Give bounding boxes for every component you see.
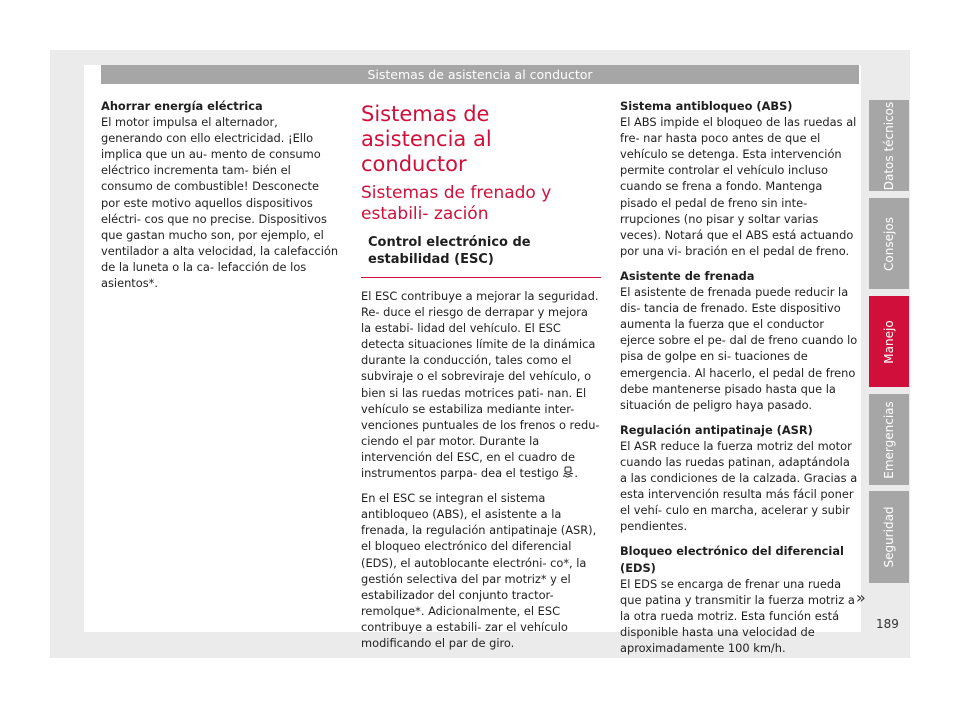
esc-paragraph-2: En el ESC se integran el sistema antibloqueo (ABS), el asistente a la frenada, la regulación antipatinaje (ASR), el bloqueo electrónico del diferencial (EDS), el autoblocante electróni- co*, la gestión selectiva del par motriz* y el estabilizador del conjunto tractor-remolque*. Adicionalmente, el ESC contribuye a estabili- zar el vehículo modificando el par de giro. <box>361 491 597 650</box>
abs-heading: Sistema antibloqueo (ABS) <box>620 99 793 113</box>
tab-label: Manejo <box>882 319 896 364</box>
esc-paragraph-1 <box>361 288 601 481</box>
eds-text: El EDS se encarga de frenar una rueda que patina y transmitir la fuerza motriz a la otra rueda motriz. Esta función está disponible hasta una velocidad de aproximadamente 100 km/h. <box>620 576 855 655</box>
column-3 <box>620 98 860 665</box>
tab-label: Emergencias <box>882 400 896 479</box>
asr-text: El ASR reduce la fuerza motriz del motor cuando las ruedas patinan, adaptándola a las condiciones de la calzada. Gracias a esta intervención resulta más fácil poner el vehí- culo en marcha, acelerar y subir pendientes. <box>620 438 858 534</box>
tab-manejo[interactable] <box>869 296 909 387</box>
tab-datos-tecnicos[interactable] <box>869 100 909 191</box>
tab-consejos[interactable] <box>869 198 909 289</box>
esc-heading: Control electrónico de estabilidad (ESC) <box>368 235 531 267</box>
asr-heading: Regulación antipatinaje (ASR) <box>620 422 813 437</box>
abs-text: El ABS impide el bloqueo de las ruedas al fre- nar hasta poco antes de que el vehículo se detenga. Esta intervención permite controlar el vehículo incluso cuando se frena a fondo. Mantenga pisado el pedal de freno sin inte- rrupciones (no pisar y soltar varias veces). Notará que el ABS está actuando por una vi- bración en el pedal de freno. <box>620 115 857 258</box>
abs-section <box>620 98 860 259</box>
eds-heading: Bloqueo electrónico del diferencial (EDS) <box>620 544 844 575</box>
tab-label: Consejos <box>882 216 896 271</box>
tab-emergencias[interactable] <box>869 394 909 485</box>
esc-text-1: El ESC contribuye a mejorar la seguridad. Re- duce el riesgo de derrapar y mejora la estabi- lidad del vehículo. El ESC detecta situaciones límite de la dinámica durante la conducción, tales como el subviraje o el sobreviraje del vehículo, o bien si las ruedas motrices pati- nan. El vehículo se estabiliza mediante inter- venciones puntuales de los frenos o redu- ciendo el par motor. Durante la intervención del ESC, en el cuadro de instrumentos parpa- dea el testigo <box>361 289 600 481</box>
eds-section <box>620 543 860 656</box>
column-1 <box>101 98 341 300</box>
section-title: Sistemas de frenado y estabili- zación <box>361 183 552 224</box>
esc-skid-warning-icon <box>562 466 574 478</box>
esc-heading-block <box>361 234 601 278</box>
page-header: Sistemas de asistencia al conductor <box>101 65 859 84</box>
energy-heading: Ahorrar energía eléctrica <box>101 99 263 113</box>
tab-seguridad[interactable] <box>869 491 909 583</box>
brake-assist-text: El asistente de frenada puede reducir la dis- tancia de frenado. Este dispositivo aumenta la fuerza que el conductor ejerce sobre el pe- dal de freno cuando lo pisa de golpe en si- tuaciones de emergencia. Al hacerlo, el pedal de freno debe mantenerse pisado hasta que la situación de peligro haya pasado. <box>620 285 858 412</box>
brake-assist-section <box>620 268 860 413</box>
esc-text-1-end: . <box>574 466 578 481</box>
tab-label: Seguridad <box>882 506 896 568</box>
continue-arrow-icon: » <box>856 588 866 607</box>
asr-section <box>620 422 860 535</box>
column-2 <box>361 98 601 660</box>
brake-assist-heading: Asistente de frenada <box>620 268 755 283</box>
energy-section <box>101 98 341 291</box>
page-number: 189 <box>876 617 899 631</box>
chapter-title: Sistemas de asistencia al conductor <box>361 102 492 176</box>
energy-text: El motor impulsa el alternador, generando con ello electricidad. ¡Ello implica que un au- mento de consumo eléctrico incrementa tam- bién el consumo de combustible! Desconecte por este motivo aquellos dispositivos eléctri- cos que no precise. Dispositivos que gastan mucho son, por ejemplo, el ventilador a alta velocidad, la calefacción de la luneta o la ca- lefacción de los asientos*. <box>101 115 339 291</box>
tab-label: Datos técnicos <box>882 101 896 190</box>
